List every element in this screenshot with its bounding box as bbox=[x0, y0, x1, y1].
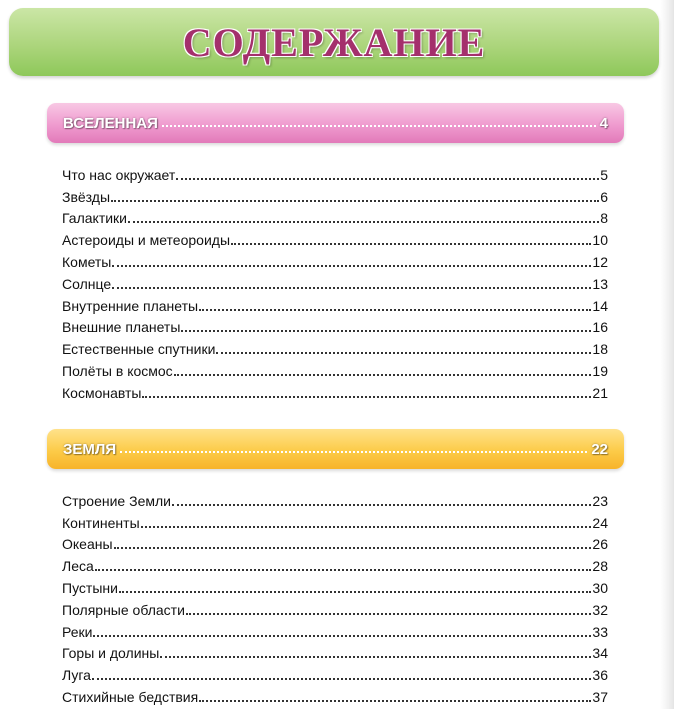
toc-entry-page-number: 13 bbox=[592, 275, 608, 292]
dot-leader bbox=[142, 396, 591, 398]
dot-leader bbox=[111, 200, 599, 202]
toc-entry-label: Стихийные бедствия bbox=[62, 688, 199, 705]
dot-leader bbox=[95, 569, 592, 571]
toc-entry-page-number: 33 bbox=[592, 623, 608, 640]
toc-entry[interactable] bbox=[62, 575, 608, 597]
toc-entry-label: Внешние планеты bbox=[62, 319, 181, 336]
dot-leader bbox=[186, 613, 592, 615]
toc-entry-label: Естественные спутники bbox=[62, 341, 216, 358]
toc-entry[interactable] bbox=[62, 336, 608, 358]
toc-entry[interactable] bbox=[62, 488, 608, 510]
toc-entry[interactable] bbox=[62, 380, 608, 402]
toc-list-earth bbox=[62, 488, 608, 706]
toc-entry-label: Что нас окружает bbox=[62, 166, 176, 183]
toc-entry[interactable] bbox=[62, 510, 608, 532]
toc-entry-label: Космонавты bbox=[62, 384, 142, 401]
toc-entry[interactable] bbox=[62, 227, 608, 249]
toc-entry-label: Океаны bbox=[62, 536, 113, 553]
toc-entry[interactable] bbox=[62, 358, 608, 380]
section-header-earth[interactable] bbox=[47, 429, 624, 469]
dot-leader bbox=[141, 526, 592, 528]
toc-entry[interactable] bbox=[62, 662, 608, 684]
toc-entry-label: Строение Земли bbox=[62, 492, 171, 509]
toc-entry-page-number: 6 bbox=[600, 188, 608, 205]
dot-leader bbox=[216, 352, 591, 354]
toc-entry-label: Кометы bbox=[62, 253, 112, 270]
toc-entry[interactable] bbox=[62, 271, 608, 293]
toc-entry[interactable] bbox=[62, 532, 608, 554]
section-title: ЗЕМЛЯ bbox=[63, 440, 117, 458]
toc-entry[interactable] bbox=[62, 162, 608, 184]
toc-entry-page-number: 18 bbox=[592, 341, 608, 358]
toc-entry-label: Полёты в космос bbox=[62, 362, 173, 379]
toc-entry-page-number: 34 bbox=[592, 645, 608, 662]
toc-entry-page-number: 24 bbox=[592, 514, 608, 531]
page-edge bbox=[660, 0, 674, 709]
toc-entry-page-number: 32 bbox=[592, 601, 608, 618]
toc-entry-label: Внутренние планеты bbox=[62, 297, 199, 314]
dot-leader bbox=[92, 678, 591, 680]
toc-entry-label: Луга bbox=[62, 667, 91, 684]
toc-entry-page-number: 37 bbox=[592, 688, 608, 705]
toc-entry-page-number: 16 bbox=[592, 319, 608, 336]
dot-leader bbox=[93, 635, 591, 637]
toc-entry-page-number: 36 bbox=[592, 667, 608, 684]
toc-entry[interactable] bbox=[62, 315, 608, 337]
toc-entry[interactable] bbox=[62, 684, 608, 706]
toc-entry-label: Астероиды и метеороиды bbox=[62, 232, 230, 249]
toc-entry-label: Пустыни bbox=[62, 579, 118, 596]
dot-leader bbox=[181, 330, 591, 332]
toc-entry-label: Континенты bbox=[62, 514, 140, 531]
section-header-universe[interactable] bbox=[47, 103, 624, 143]
page-title: СОДЕРЖАНИЕ bbox=[182, 19, 486, 65]
toc-entry[interactable] bbox=[62, 184, 608, 206]
toc-entry-label: Горы и долины bbox=[62, 645, 160, 662]
toc-entry[interactable] bbox=[62, 641, 608, 663]
toc-entry-label: Звёзды bbox=[62, 188, 111, 205]
toc-entry-page-number: 8 bbox=[600, 210, 608, 227]
dot-leader bbox=[119, 591, 591, 593]
toc-entry-page-number: 12 bbox=[592, 253, 608, 270]
toc-entry-label: Полярные области bbox=[62, 601, 185, 618]
dot-leader bbox=[114, 547, 592, 549]
toc-entry-page-number: 30 bbox=[592, 579, 608, 596]
toc-entry[interactable] bbox=[62, 249, 608, 271]
toc-entry[interactable] bbox=[62, 293, 608, 315]
toc-entry-page-number: 28 bbox=[592, 558, 608, 575]
dot-leader bbox=[172, 504, 591, 506]
dot-leader bbox=[174, 374, 592, 376]
section-title: ВСЕЛЕННАЯ bbox=[63, 114, 158, 132]
dot-leader bbox=[199, 309, 591, 311]
toc-list-universe bbox=[62, 162, 608, 402]
toc-entry-page-number: 23 bbox=[592, 492, 608, 509]
dot-leader bbox=[176, 178, 599, 180]
dot-leader bbox=[199, 700, 591, 702]
section-page-number: 22 bbox=[591, 440, 608, 458]
toc-entry-page-number: 26 bbox=[592, 536, 608, 553]
toc-entry-label: Леса bbox=[62, 558, 94, 575]
toc-entry[interactable] bbox=[62, 597, 608, 619]
toc-entry-label: Галактики bbox=[62, 210, 127, 227]
dot-leader bbox=[128, 221, 599, 223]
title-banner bbox=[9, 8, 659, 76]
toc-entry[interactable] bbox=[62, 553, 608, 575]
toc-entry-label: Солнце bbox=[62, 275, 112, 292]
dot-leader bbox=[120, 439, 587, 453]
toc-entry-page-number: 14 bbox=[592, 297, 608, 314]
dot-leader bbox=[112, 287, 591, 289]
toc-entry-label: Реки bbox=[62, 623, 93, 640]
toc-entry-page-number: 5 bbox=[600, 166, 608, 183]
toc-entry-page-number: 19 bbox=[592, 362, 608, 379]
dot-leader bbox=[160, 656, 591, 658]
toc-entry[interactable] bbox=[62, 619, 608, 641]
toc-entry[interactable] bbox=[62, 206, 608, 228]
dot-leader bbox=[162, 113, 596, 127]
dot-leader bbox=[112, 265, 591, 267]
toc-entry-page-number: 10 bbox=[592, 232, 608, 249]
section-page-number: 4 bbox=[599, 114, 608, 132]
toc-entry-page-number: 21 bbox=[592, 384, 608, 401]
dot-leader bbox=[231, 243, 591, 245]
